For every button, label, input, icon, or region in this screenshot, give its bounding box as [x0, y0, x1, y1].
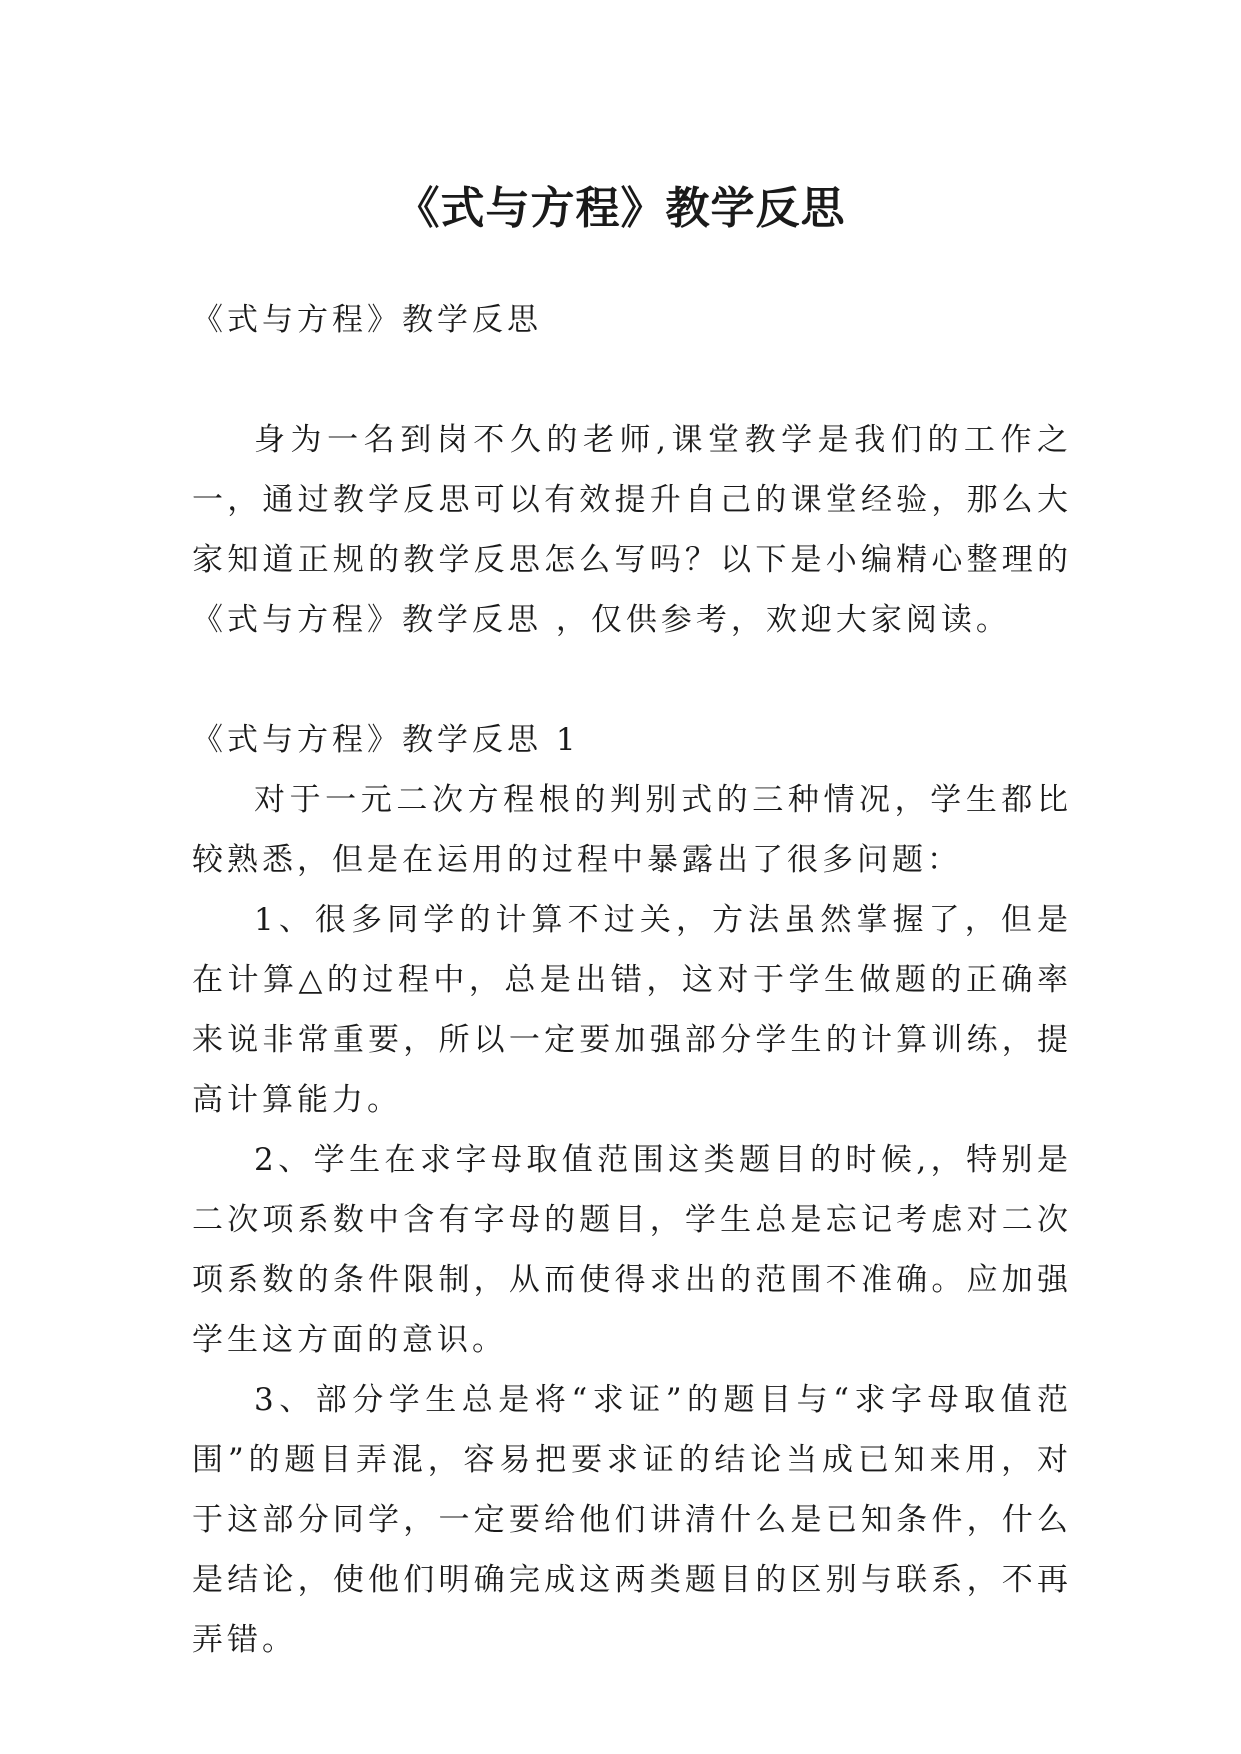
body-paragraph: 2、学生在求字母取值范围这类题目的时候,，特别是二次项系数中含有字母的题目，学生总是忘记考虑对二次项系数的条件限制，从而使得求出的范围不准确。应加强学生这方面的意识。 [192, 1142, 1072, 1358]
document-subtitle: 《式与方程》教学反思 [192, 302, 542, 338]
intro-paragraph: 身为一名到岗不久的老师,课堂教学是我们的工作之一，通过教学反思可以有效提升自己的课堂经验，那么大家知道正规的教学反思怎么写吗？以下是小编精心整理的《式与方程》教学反思 ，仅供参考，欢迎大家阅读。 [192, 422, 1072, 638]
section-heading: 《式与方程》教学反思 1 [192, 722, 580, 758]
document-body [192, 290, 1072, 1670]
body-paragraph: 3、部分学生总是将“求证”的题目与“求字母取值范围”的题目弄混，容易把要求证的结论当成已知来用，对于这部分同学，一定要给他们讲清什么是已知条件，什么是结论，使他们明确完成这两类题目的区别与联系，不再弄错。 [192, 1382, 1072, 1658]
body-paragraph: 1、很多同学的计算不过关，方法虽然掌握了，但是在计算△的过程中，总是出错，这对于学生做题的正确率来说非常重要，所以一定要加强部分学生的计算训练，提高计算能力。 [192, 902, 1072, 1118]
body-paragraph: 对于一元二次方程根的判别式的三种情况，学生都比较熟悉，但是在运用的过程中暴露出了很多问题： [192, 782, 1072, 878]
document-title: 《式与方程》教学反思 [395, 183, 846, 235]
